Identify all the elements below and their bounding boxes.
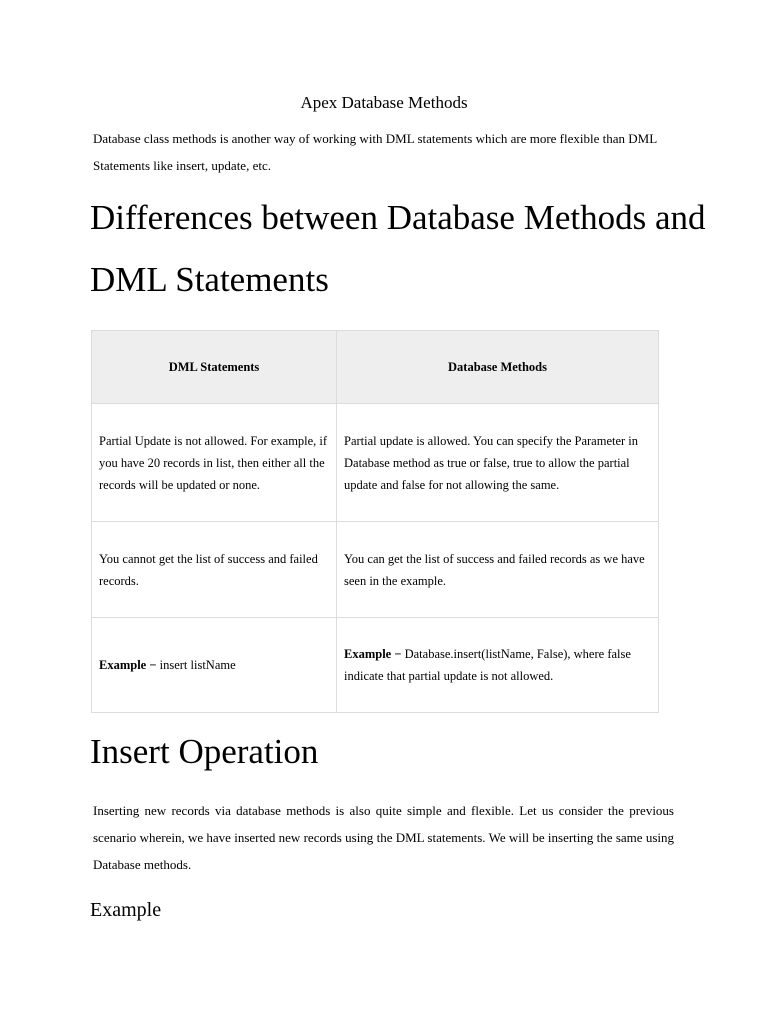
table-row xyxy=(92,618,659,713)
document-title: Apex Database Methods xyxy=(300,93,468,112)
example-text: insert listName xyxy=(156,658,236,672)
comparison-table xyxy=(91,330,659,713)
example-label: Example − xyxy=(99,658,157,672)
differences-heading: Differences between Database Methods and DML Statements xyxy=(90,198,706,299)
cell-db-example xyxy=(337,618,659,713)
cell-db-partial-update: Partial update is allowed. You can specify the Parameter in Database method as true or false, true to allow the partial update and false for not allowing the same. xyxy=(337,404,659,522)
table-row xyxy=(92,522,659,618)
cell-dml-partial-update: Partial Update is not allowed. For example, if you have 20 records in list, then either all the records will be updated or none. xyxy=(92,404,337,522)
example-text: Database.insert(listName, False), where false indicate that partial update is not allowed. xyxy=(344,647,631,683)
cell-db-success-list: You can get the list of success and failed records as we have seen in the example. xyxy=(337,522,659,618)
cell-dml-success-list: You cannot get the list of success and failed records. xyxy=(92,522,337,618)
table-header-row xyxy=(92,331,659,404)
header-dml-statements: DML Statements xyxy=(92,331,337,404)
insert-operation-heading: Insert Operation xyxy=(90,732,319,771)
example-label: Example − xyxy=(344,647,402,661)
table-row xyxy=(92,404,659,522)
intro-paragraph: Database class methods is another way of working with DML statements which are more flexible than DML Statements like insert, update, etc. xyxy=(93,131,657,173)
header-database-methods: Database Methods xyxy=(337,331,659,404)
cell-dml-example xyxy=(92,618,337,713)
insert-operation-paragraph: Inserting new records via database methods is also quite simple and flexible. Let us consider the previous scenario wherein, we have inserted new records using the DML statements. We will be inserting the same using Database methods. xyxy=(93,803,674,872)
example-heading: Example xyxy=(90,899,162,921)
